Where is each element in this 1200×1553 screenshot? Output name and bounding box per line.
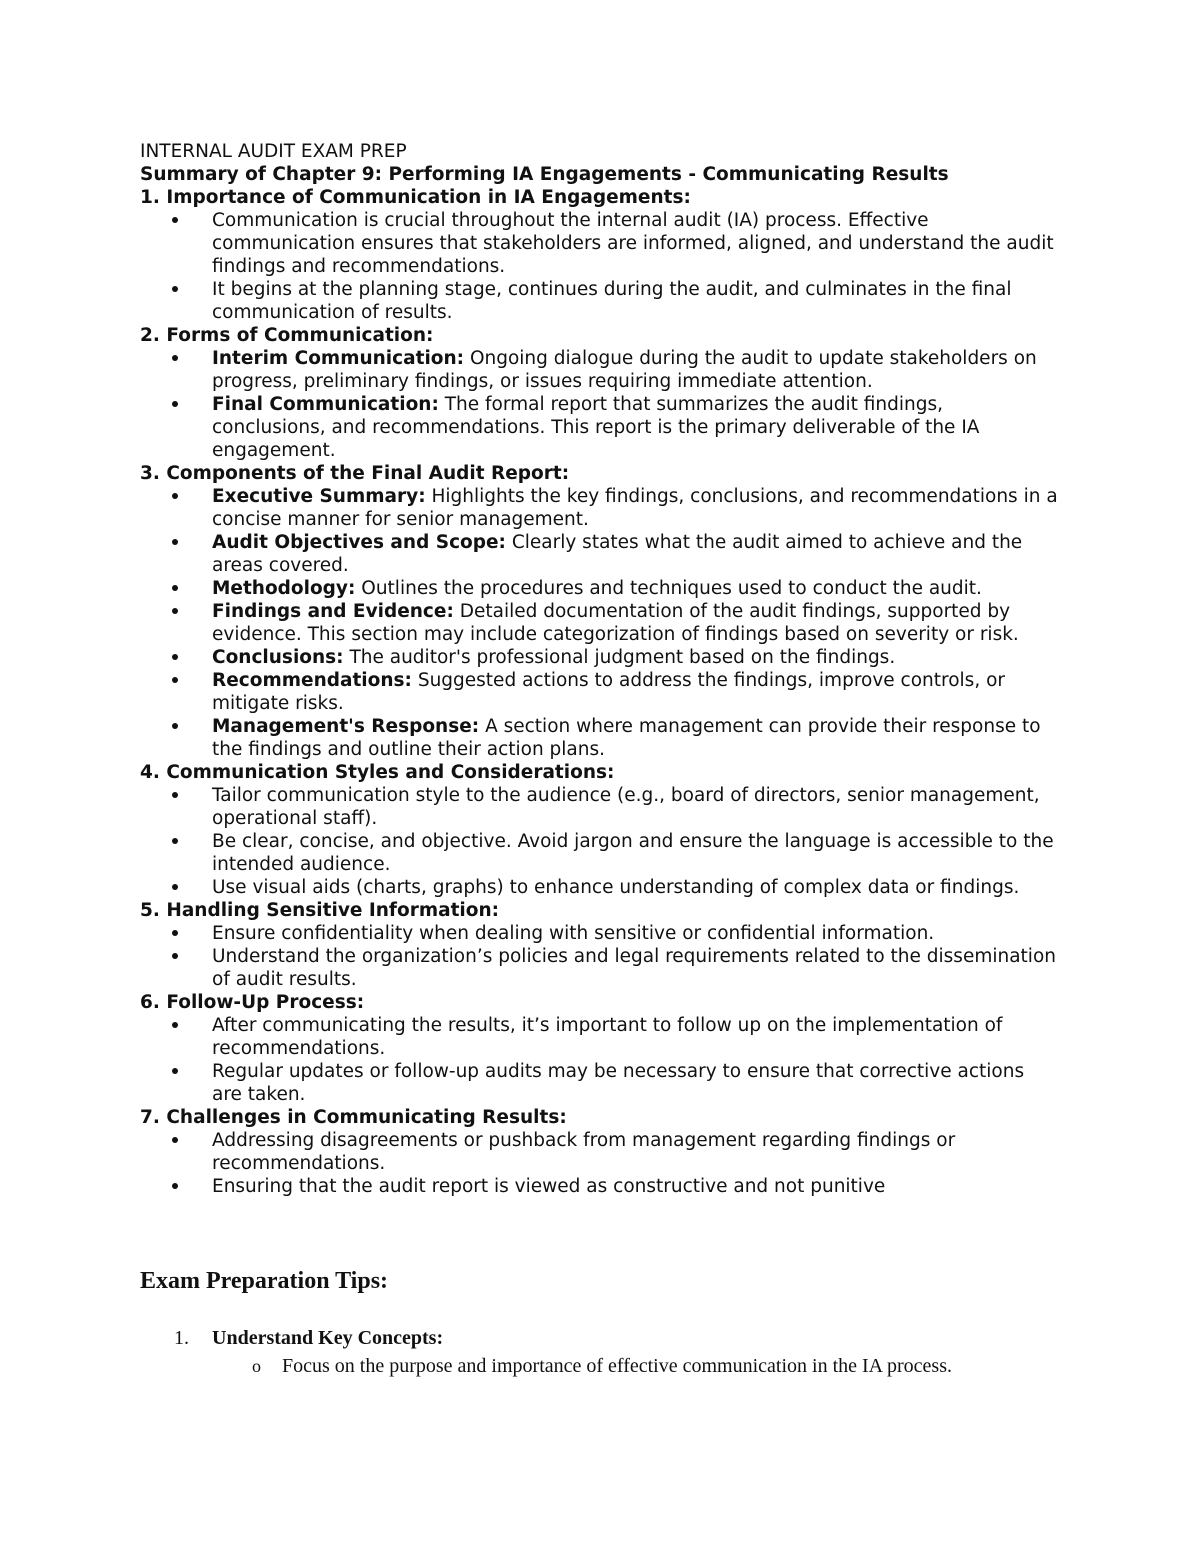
- bullet-text: Communication is crucial throughout the internal audit (IA) process. Effective communication ensures that stakeholders are informed, aligned, and understand the audit findings and recommendations.: [212, 210, 1054, 277]
- bullet-text: Addressing disagreements or pushback from management regarding findings or recommendations.: [212, 1130, 956, 1174]
- bullet-text: Ongoing dialogue during the audit to update stakeholders on progress, preliminary findings, or issues requiring immediate attention.: [212, 348, 1037, 392]
- summary-title: Summary of Chapter 9: Performing IA Engagements - Communicating Results: [140, 164, 949, 185]
- bullet-dot-icon: [172, 677, 178, 683]
- bullet-dot-icon: [172, 1137, 178, 1143]
- bullet-item: [140, 531, 1059, 577]
- bullet-dot-icon: [172, 493, 178, 499]
- bullet-dot-icon: [172, 792, 178, 798]
- bullet-text: After communicating the results, it’s important to follow up on the implementation of recommendations.: [212, 1015, 1003, 1059]
- exam-tip-item: [140, 1324, 1002, 1380]
- bullet-dot-icon: [172, 1068, 178, 1074]
- bullet-dot-icon: [172, 217, 178, 223]
- bullet-dot-icon: [172, 723, 178, 729]
- bullet-text: Understand the organization’s policies and legal requirements related to the dissemination of audit results.: [212, 946, 1056, 990]
- section-heading: 5. Handling Sensitive Information:: [140, 900, 500, 921]
- section-bullet-list: [140, 1014, 1060, 1106]
- section-bullet-list: [140, 209, 1060, 324]
- exam-tip-subitem-text: Focus on the purpose and importance of effective communication in the IA process.: [282, 1355, 952, 1377]
- bullet-dot-icon: [172, 1183, 178, 1189]
- bullet-text: Ensuring that the audit report is viewed as constructive and not punitive: [212, 1176, 886, 1197]
- bullet-item: [140, 209, 1059, 278]
- bullet-dot-icon: [172, 539, 178, 545]
- bullet-dot-icon: [172, 401, 178, 407]
- bullet-item: [140, 784, 1059, 830]
- circle-bullet-icon: o: [252, 1356, 261, 1376]
- section-bullet-list: [140, 347, 1060, 462]
- bullet-term: Findings and Evidence:: [212, 601, 454, 622]
- bullet-text: Suggested actions to address the findings, improve controls, or mitigate risks.: [212, 670, 1006, 714]
- section-heading: 6. Follow-Up Process:: [140, 992, 365, 1013]
- bullet-dot-icon: [172, 930, 178, 936]
- section-heading: 7. Challenges in Communicating Results:: [140, 1107, 567, 1128]
- bullet-item: [140, 715, 1059, 761]
- bullet-term: Conclusions:: [212, 647, 344, 668]
- bullet-item: [140, 278, 1059, 324]
- bullet-item: [140, 1175, 1059, 1198]
- exam-tip-number: 1.: [174, 1327, 189, 1349]
- exam-tips-heading: Exam Preparation Tips:: [140, 1268, 389, 1294]
- bullet-text: Highlights the key findings, conclusions, and recommendations in a concise manner for senior management.: [212, 486, 1058, 530]
- section-heading: 2. Forms of Communication:: [140, 325, 434, 346]
- bullet-term: Recommendations:: [212, 670, 412, 691]
- section-heading: 3. Components of the Final Audit Report:: [140, 463, 570, 484]
- section-heading: 4. Communication Styles and Considerations:: [140, 762, 615, 783]
- bullet-item: [140, 669, 1059, 715]
- bullet-dot-icon: [172, 355, 178, 361]
- bullet-text: Clearly states what the audit aimed to achieve and the areas covered.: [212, 532, 1023, 576]
- bullet-term: Final Communication:: [212, 394, 439, 415]
- bullet-text: It begins at the planning stage, continues during the audit, and culminates in the final communication of results.: [212, 279, 1012, 323]
- bullet-text: Use visual aids (charts, graphs) to enhance understanding of complex data or findings.: [212, 877, 1020, 898]
- bullet-term: Management's Response:: [212, 716, 480, 737]
- bullet-item: [140, 1129, 1059, 1175]
- bullet-item: [140, 922, 1059, 945]
- bullet-text: Ensure confidentiality when dealing with sensitive or confidential information.: [212, 923, 935, 944]
- bullet-item: [140, 347, 1059, 393]
- exam-tips-list: [140, 1324, 1002, 1380]
- bullet-item: [140, 1014, 1059, 1060]
- bullet-dot-icon: [172, 838, 178, 844]
- section-bullet-list: [140, 485, 1060, 761]
- bullet-dot-icon: [172, 654, 178, 660]
- bullet-term: Executive Summary:: [212, 486, 426, 507]
- bullet-dot-icon: [172, 953, 178, 959]
- section-bullet-list: [140, 1129, 1060, 1198]
- bullet-item: [140, 600, 1059, 646]
- exam-tip-label: Understand Key Concepts:: [212, 1327, 444, 1349]
- bullet-item: [140, 876, 1059, 899]
- bullet-item: [140, 485, 1059, 531]
- bullet-text: Be clear, concise, and objective. Avoid jargon and ensure the language is accessible to the intended audience.: [212, 831, 1054, 875]
- bullet-item: [140, 646, 1059, 669]
- bullet-text: Outlines the procedures and techniques used to conduct the audit.: [355, 578, 982, 599]
- bullet-dot-icon: [172, 585, 178, 591]
- bullet-text: The auditor's professional judgment based on the findings.: [343, 647, 896, 668]
- bullet-term: Audit Objectives and Scope:: [212, 532, 506, 553]
- section-heading: 1. Importance of Communication in IA Engagements:: [140, 187, 691, 208]
- exam-tip-subitem: [140, 1352, 1002, 1380]
- bullet-text: A section where management can provide their response to the findings and outline their action plans.: [212, 716, 1041, 760]
- bullet-term: Methodology:: [212, 578, 356, 599]
- summary-sections: [140, 186, 1060, 1198]
- bullet-item: [140, 1060, 1059, 1106]
- bullet-text: Regular updates or follow-up audits may be necessary to ensure that corrective actions are taken.: [212, 1061, 1025, 1105]
- exam-tip-sublist: [140, 1352, 1002, 1380]
- bullet-dot-icon: [172, 884, 178, 890]
- bullet-item: [140, 830, 1059, 876]
- bullet-term: Interim Communication:: [212, 348, 465, 369]
- section-bullet-list: [140, 784, 1060, 899]
- section-bullet-list: [140, 922, 1060, 991]
- bullet-item: [140, 577, 1059, 600]
- bullet-item: [140, 945, 1059, 991]
- bullet-text: Detailed documentation of the audit findings, supported by evidence. This section may include categorization of findings based on severity or risk.: [212, 601, 1019, 645]
- bullet-dot-icon: [172, 1022, 178, 1028]
- document-title: INTERNAL AUDIT EXAM PREP: [140, 141, 407, 162]
- bullet-text: The formal report that summarizes the audit findings, conclusions, and recommendations. This report is the primary deliverable of the IA engagement.: [212, 394, 980, 461]
- bullet-text: Tailor communication style to the audience (e.g., board of directors, senior management, operational staff).: [212, 785, 1040, 829]
- bullet-dot-icon: [172, 286, 178, 292]
- bullet-dot-icon: [172, 608, 178, 614]
- bullet-item: [140, 393, 1059, 462]
